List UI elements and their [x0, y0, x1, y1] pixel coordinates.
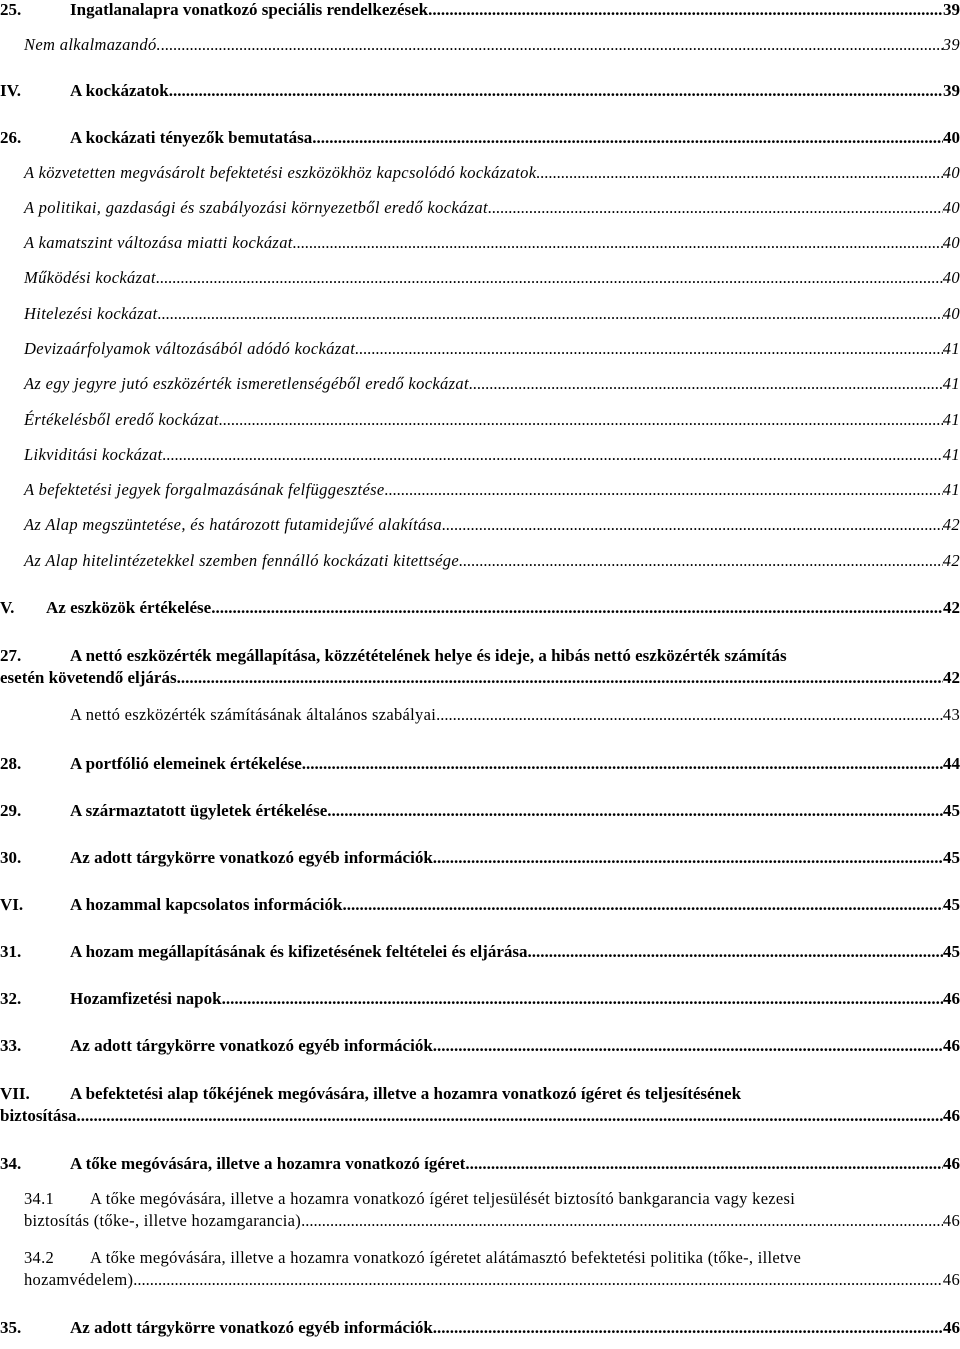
page-number: 44	[943, 754, 960, 773]
section-number: IV.	[0, 81, 21, 100]
page-number: 45	[943, 942, 960, 961]
page-number: 40	[943, 128, 960, 147]
dot-leader	[302, 754, 943, 774]
dot-leader	[163, 445, 943, 465]
page-number: 41	[942, 480, 960, 499]
toc-entry[interactable]	[24, 339, 960, 359]
toc-entry[interactable]	[24, 374, 960, 394]
section-number: 27.	[0, 646, 22, 665]
entry-title: A portfólió elemeinek értékelése	[70, 754, 302, 773]
entry-title: Az adott tárgykörre vonatkozó egyéb információk	[70, 1036, 433, 1055]
dot-leader	[219, 410, 943, 430]
dot-leader	[156, 268, 943, 288]
page-number: 45	[943, 895, 960, 914]
page-number: 45	[943, 848, 960, 867]
dot-leader	[433, 1036, 943, 1056]
page-number: 45	[943, 801, 960, 820]
toc-entry[interactable]	[24, 480, 960, 500]
page-number: 40	[942, 233, 960, 252]
entry-title-line2: esetén követendő eljárás	[0, 668, 177, 687]
page-number: 42	[942, 551, 960, 570]
dot-leader	[301, 1211, 943, 1231]
toc-entry[interactable]	[24, 163, 960, 183]
dot-leader	[536, 163, 942, 183]
section-number: 34.2	[24, 1248, 55, 1267]
page-number: 40	[942, 268, 960, 287]
page-number: 39	[942, 35, 960, 54]
dot-leader	[211, 598, 943, 618]
toc-entry[interactable]	[0, 0, 960, 20]
entry-title: Értékelésből eredő kockázat	[24, 410, 219, 429]
entry-title: Az Alap hitelintézetekkel szemben fennálló kockázati kitettsége	[24, 551, 460, 570]
toc-entry[interactable]	[0, 754, 960, 774]
entry-title: A származtatott ügyletek értékelése	[70, 801, 328, 820]
toc-entry[interactable]	[24, 1248, 960, 1290]
entry-title: Az egy jegyre jutó eszközérték ismeretlenségéből eredő kockázat	[24, 374, 469, 393]
dot-leader	[469, 374, 943, 394]
entry-title: Nem alkalmazandó.	[24, 35, 162, 54]
page-number: 46	[943, 1154, 960, 1173]
toc-entry[interactable]	[24, 198, 960, 218]
dot-leader	[528, 942, 944, 962]
dot-leader	[312, 128, 943, 148]
page-number: 42	[942, 515, 960, 534]
entry-title: Hitelezési kockázat	[24, 304, 158, 323]
page-number: 40	[942, 163, 960, 182]
section-number: 25.	[0, 0, 22, 19]
toc-entry[interactable]	[0, 1036, 960, 1056]
entry-title: A tőke megóvására, illetve a hozamra vonatkozó ígéret	[70, 1154, 466, 1173]
page-number: 46	[942, 1211, 960, 1230]
section-number: VII.	[0, 1084, 30, 1103]
page-number: 46	[943, 1036, 960, 1055]
entry-title: A befektetési jegyek forgalmazásának felfüggesztése	[24, 480, 385, 499]
entry-title: Devizaárfolyamok változásából adódó kockázat	[24, 339, 356, 358]
toc-entry[interactable]	[0, 1154, 960, 1174]
page-number: 42	[943, 668, 960, 687]
dot-leader	[222, 989, 943, 1009]
page-number: 42	[943, 598, 960, 617]
section-number: VI.	[0, 895, 24, 914]
entry-title-line2: biztosítás (tőke-, illetve hozamgarancia)	[24, 1211, 302, 1230]
entry-title-line1: A nettó eszközérték megállapítása, közzétételének helye és ideje, a hibás nettó eszközérték számítás	[70, 646, 787, 665]
page-number: 46	[943, 989, 960, 1008]
section-number: 26.	[0, 128, 22, 147]
section-number: V.	[0, 598, 15, 617]
section-number: 30.	[0, 848, 22, 867]
toc-entry[interactable]	[0, 801, 960, 821]
dot-leader	[327, 801, 943, 821]
page-number: 41	[942, 445, 960, 464]
entry-title: A kockázati tényezők bemutatása	[70, 128, 313, 147]
entry-title: Az eszközök értékelése	[46, 598, 212, 617]
toc-entry[interactable]	[24, 515, 960, 535]
entry-title: Likviditási kockázat	[24, 445, 163, 464]
dot-leader	[161, 35, 943, 55]
entry-title: A kockázatok	[70, 81, 169, 100]
dot-leader	[433, 1318, 943, 1338]
dot-leader	[442, 515, 943, 535]
toc-entry[interactable]	[24, 268, 960, 288]
entry-title: Az Alap megszüntetése, és határozott futamidejűvé alakítása	[24, 515, 442, 534]
entry-title: A politikai, gazdasági és szabályozási környezetből eredő kockázat	[24, 198, 488, 217]
toc-entry[interactable]	[70, 705, 960, 725]
toc-entry[interactable]	[0, 942, 960, 962]
dot-leader	[428, 0, 943, 20]
dot-leader	[465, 1154, 943, 1174]
dot-leader	[433, 848, 943, 868]
toc-entry[interactable]	[0, 128, 960, 148]
toc-entry[interactable]	[0, 598, 960, 618]
entry-title: Ingatlanalapra vonatkozó speciális rendelkezések	[70, 0, 429, 19]
entry-title-line1: A befektetési alap tőkéjének megóvására, illetve a hozamra vonatkozó ígéret és teljesítésének	[70, 1084, 742, 1103]
toc-entry[interactable]	[24, 410, 960, 430]
page-number: 46	[942, 1270, 960, 1289]
entry-title-line2: biztosítása	[0, 1106, 77, 1125]
toc-entry[interactable]	[0, 989, 960, 1009]
entry-title-line1: A tőke megóvására, illetve a hozamra vonatkozó ígéretet alátámasztó befektetési politika (tőke-, illetve	[90, 1248, 802, 1267]
toc-entry[interactable]	[0, 895, 960, 915]
entry-title: A közvetetten megvásárolt befektetési eszközökhöz kapcsolódó kockázatok	[24, 163, 537, 182]
toc-entry[interactable]	[24, 445, 960, 465]
toc-entry[interactable]	[24, 304, 960, 324]
entry-title-line2: hozamvédelem)	[24, 1270, 134, 1289]
dot-leader	[177, 668, 943, 688]
toc-entry[interactable]	[0, 81, 960, 101]
toc-entry[interactable]	[24, 35, 960, 55]
page-number: 40	[942, 198, 960, 217]
entry-title-line1: A tőke megóvására, illetve a hozamra vonatkozó ígéret teljesülését biztosító bankgarancia vagy kezesi	[90, 1189, 796, 1208]
toc-entry[interactable]	[24, 551, 960, 571]
dot-leader	[169, 81, 943, 101]
dot-leader	[459, 551, 943, 571]
section-number: 35.	[0, 1318, 22, 1337]
toc-entry[interactable]	[0, 1318, 960, 1338]
page-number: 41	[942, 339, 960, 358]
section-number: 29.	[0, 801, 22, 820]
entry-title: Az adott tárgykörre vonatkozó egyéb információk	[70, 1318, 433, 1337]
dot-leader	[158, 304, 943, 324]
dot-leader	[342, 895, 943, 915]
section-number: 28.	[0, 754, 22, 773]
entry-title: Az adott tárgykörre vonatkozó egyéb információk	[70, 848, 433, 867]
entry-title: A hozam megállapításának és kifizetésének feltételei és eljárása	[70, 942, 528, 961]
toc-entry[interactable]	[24, 233, 960, 253]
dot-leader	[385, 480, 943, 500]
section-number: 33.	[0, 1036, 22, 1055]
entry-title: A hozammal kapcsolatos információk	[70, 895, 343, 914]
page-number: 39	[943, 81, 960, 100]
section-number: 31.	[0, 942, 22, 961]
entry-title: Működési kockázat	[24, 268, 156, 287]
page-number: 46	[943, 1106, 960, 1125]
toc-entry[interactable]	[0, 1084, 960, 1126]
dot-leader	[355, 339, 943, 359]
page-number: 43	[942, 705, 960, 724]
dot-leader	[133, 1270, 943, 1290]
toc-entry[interactable]	[0, 646, 960, 688]
section-number: 34.1	[24, 1189, 55, 1208]
entry-title: Hozamfizetési napok	[70, 989, 222, 1008]
page-number: 46	[943, 1318, 960, 1337]
entry-title: A kamatszint változása miatti kockázat	[24, 233, 293, 252]
page-number: 39	[943, 0, 960, 19]
toc-entry[interactable]	[0, 848, 960, 868]
dot-leader	[293, 233, 943, 253]
dot-leader	[488, 198, 943, 218]
dot-leader	[77, 1106, 944, 1126]
page-number: 41	[942, 410, 960, 429]
page-number: 41	[942, 374, 960, 393]
dot-leader	[436, 705, 943, 725]
page-number: 40	[942, 304, 960, 323]
entry-title: A nettó eszközérték számításának általános szabályai	[70, 705, 437, 724]
section-number: 34.	[0, 1154, 22, 1173]
section-number: 32.	[0, 989, 22, 1008]
toc-entry[interactable]	[24, 1189, 960, 1231]
